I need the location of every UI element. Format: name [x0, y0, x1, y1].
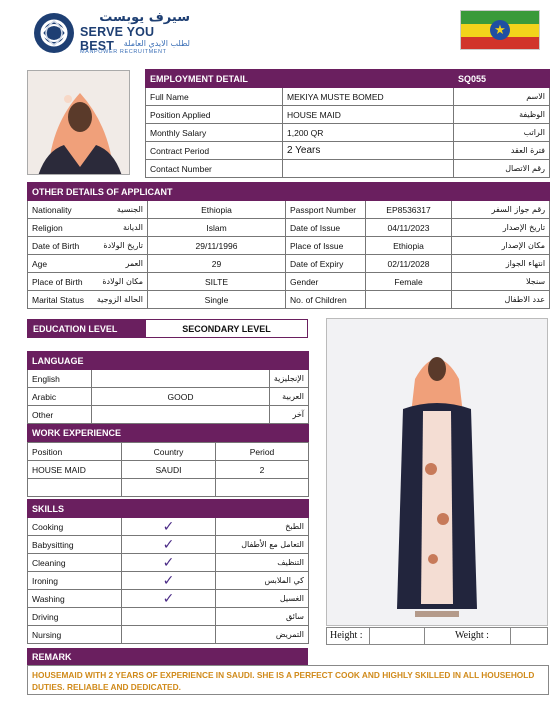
skill-label: Nursing [28, 626, 122, 644]
skill-row [28, 554, 309, 572]
detail-arabic-label: الحالة الزوجية [88, 291, 148, 309]
employment-row [146, 88, 550, 106]
brand-arabic-name: سيرف يوبست [99, 10, 190, 25]
children-value [366, 291, 452, 309]
work-header: Position [28, 443, 122, 461]
ethiopia-flag-icon: ★ [460, 10, 540, 50]
employment-row [146, 124, 550, 142]
full-photo-image [327, 319, 548, 626]
check-icon: ✓ [122, 572, 216, 590]
skill-arabic-label: التعامل مع الأطفال [216, 536, 309, 554]
skill-label: Babysitting [28, 536, 122, 554]
full-name-value: MEKIYA MUSTE BOMED [283, 88, 454, 106]
row-arabic-label: الوظيفة [454, 106, 550, 124]
skill-label: Washing [28, 590, 122, 608]
position-value: HOUSE MAID [283, 106, 454, 124]
skill-label: Ironing [28, 572, 122, 590]
work-experience-table [27, 442, 309, 497]
language-label: Other [28, 406, 92, 424]
language-label: Arabic [28, 388, 92, 406]
language-row [28, 388, 309, 406]
skills-table [27, 499, 309, 644]
passport-number-value: EP8536317 [366, 201, 452, 219]
detail-arabic-label: انتهاء الجواز [452, 255, 550, 273]
detail-row [28, 255, 550, 273]
language-label: English [28, 370, 92, 388]
detail-label: No. of Children [286, 291, 366, 309]
check-icon: ✓ [122, 590, 216, 608]
applicant-code: SQ055 [454, 70, 550, 88]
detail-label: Place of Birth [28, 273, 88, 291]
skill-label: Cleaning [28, 554, 122, 572]
remark-text: HOUSEMAID WITH 2 YEARS OF EXPERIENCE IN SAUDI. SHE IS A PERFECT COOK AND HIGHLY SKILLED IN ALL HOUSEHOLD DUTIES. RELIABLE AND DEDICATED. [27, 665, 549, 695]
language-arabic-label: العربية [270, 388, 309, 406]
weight-value [510, 628, 547, 644]
work-header: Country [122, 443, 216, 461]
detail-label: Date of Expiry [286, 255, 366, 273]
weight-label: Weight : [455, 630, 489, 641]
detail-arabic-label: تاريخ الولادة [88, 237, 148, 255]
other-details-section [27, 182, 549, 309]
detail-label: Nationality [28, 201, 88, 219]
brand-name: SERVE YOU BEST [80, 25, 155, 53]
skill-row [28, 608, 309, 626]
skill-check-empty [122, 626, 216, 644]
skill-arabic-label: التمريض [216, 626, 309, 644]
skill-row [28, 536, 309, 554]
skill-row [28, 518, 309, 536]
detail-arabic-label: رقم جواز السفر [452, 201, 550, 219]
row-arabic-label: فترة العقد [454, 142, 550, 160]
brand-sub: MANPOWER RECRUITMENT [80, 49, 167, 55]
detail-arabic-label: مكان الولادة [88, 273, 148, 291]
detail-label: Passport Number [286, 201, 366, 219]
detail-label: Age [28, 255, 88, 273]
english-level [92, 370, 270, 388]
work-experience-title: WORK EXPERIENCE [28, 424, 309, 442]
detail-arabic-label: العمر [88, 255, 148, 273]
work-period [216, 479, 309, 497]
language-arabic-label: الإنجليزية [270, 370, 309, 388]
date-of-expiry-value: 02/11/2028 [366, 255, 452, 273]
detail-arabic-label: تاريخ الإصدار [452, 219, 550, 237]
employment-row [146, 142, 550, 160]
skill-row [28, 626, 309, 644]
work-country: SAUDI [122, 461, 216, 479]
remark-title: REMARK [27, 648, 308, 665]
detail-arabic-label: الجنسية [88, 201, 148, 219]
language-table [27, 351, 309, 442]
row-arabic-label: رقم الاتصال [454, 160, 550, 178]
salary-value: 1,200 QR [283, 124, 454, 142]
check-icon: ✓ [122, 554, 216, 572]
detail-row [28, 201, 550, 219]
work-position [28, 479, 122, 497]
skill-label: Cooking [28, 518, 122, 536]
work-row [28, 479, 309, 497]
detail-label: Place of Issue [286, 237, 366, 255]
gender-value: Female [366, 273, 452, 291]
skill-arabic-label: الغسيل [216, 590, 309, 608]
language-arabic-label: آخر [270, 406, 309, 424]
detail-arabic-label: الديانة [88, 219, 148, 237]
skill-arabic-label: كي الملابس [216, 572, 309, 590]
work-header: Period [216, 443, 309, 461]
row-label: Position Applied [146, 106, 283, 124]
measurements-row [326, 627, 548, 645]
detail-arabic-label: سنجلا [452, 273, 550, 291]
place-of-birth-value: SILTE [148, 273, 286, 291]
skill-arabic-label: سائق [216, 608, 309, 626]
row-label: Contract Period [146, 142, 283, 160]
skills-title: SKILLS [28, 500, 309, 518]
skill-row [28, 590, 309, 608]
skill-arabic-label: الطبخ [216, 518, 309, 536]
employment-title: EMPLOYMENT DETAIL [146, 70, 454, 88]
skill-row [28, 572, 309, 590]
brand-arabic-sub: لطلب الايدي العاملة [123, 39, 190, 48]
skill-label: Driving [28, 608, 122, 626]
applicant-portrait [27, 70, 130, 175]
brand-logo [30, 10, 190, 56]
detail-label: Date of Birth [28, 237, 88, 255]
language-row [28, 370, 309, 388]
height-value [369, 628, 425, 644]
arabic-level: GOOD [92, 388, 270, 406]
employment-row [146, 106, 550, 124]
work-header-row [28, 443, 309, 461]
detail-row [28, 273, 550, 291]
row-label: Full Name [146, 88, 283, 106]
row-arabic-label: الراتب [454, 124, 550, 142]
height-label: Height : [330, 630, 363, 641]
other-details-title: OTHER DETAILS OF APPLICANT [28, 183, 550, 201]
contract-period-value: 2 Years [283, 142, 454, 160]
other-language-level [92, 406, 270, 424]
detail-label: Date of Issue [286, 219, 366, 237]
row-label: Monthly Salary [146, 124, 283, 142]
work-row [28, 461, 309, 479]
education-label: EDUCATION LEVEL [28, 320, 146, 337]
check-icon: ✓ [122, 518, 216, 536]
skill-check-empty [122, 608, 216, 626]
work-position: HOUSE MAID [28, 461, 122, 479]
education-level-section [27, 319, 308, 338]
language-section [27, 351, 308, 644]
detail-row [28, 219, 550, 237]
logo-emblem-icon [30, 11, 78, 55]
contact-number-value [283, 160, 454, 178]
other-details-table [27, 182, 550, 309]
work-country [122, 479, 216, 497]
detail-arabic-label: مكان الإصدار [452, 237, 550, 255]
religion-value: Islam [148, 219, 286, 237]
education-value: SECONDARY LEVEL [182, 324, 271, 334]
remark-section [27, 648, 549, 695]
employment-table [145, 69, 550, 178]
applicant-full-photo [326, 318, 548, 626]
employment-row [146, 160, 550, 178]
detail-label: Religion [28, 219, 88, 237]
row-label: Contact Number [146, 160, 283, 178]
language-row [28, 406, 309, 424]
detail-arabic-label: عدد الاطفال [452, 291, 550, 309]
detail-label: Marital Status [28, 291, 88, 309]
detail-row [28, 237, 550, 255]
detail-label: Gender [286, 273, 366, 291]
place-of-issue-value: Ethiopia [366, 237, 452, 255]
language-title: LANGUAGE [28, 352, 309, 370]
detail-row [28, 291, 550, 309]
marital-status-value: Single [148, 291, 286, 309]
check-icon: ✓ [122, 536, 216, 554]
portrait-image [28, 71, 130, 175]
employment-detail-section [145, 69, 549, 178]
age-value: 29 [148, 255, 286, 273]
row-arabic-label: الاسم [454, 88, 550, 106]
work-period: 2 [216, 461, 309, 479]
date-of-birth-value: 29/11/1996 [148, 237, 286, 255]
nationality-value: Ethiopia [148, 201, 286, 219]
skill-arabic-label: التنظيف [216, 554, 309, 572]
date-of-issue-value: 04/11/2023 [366, 219, 452, 237]
